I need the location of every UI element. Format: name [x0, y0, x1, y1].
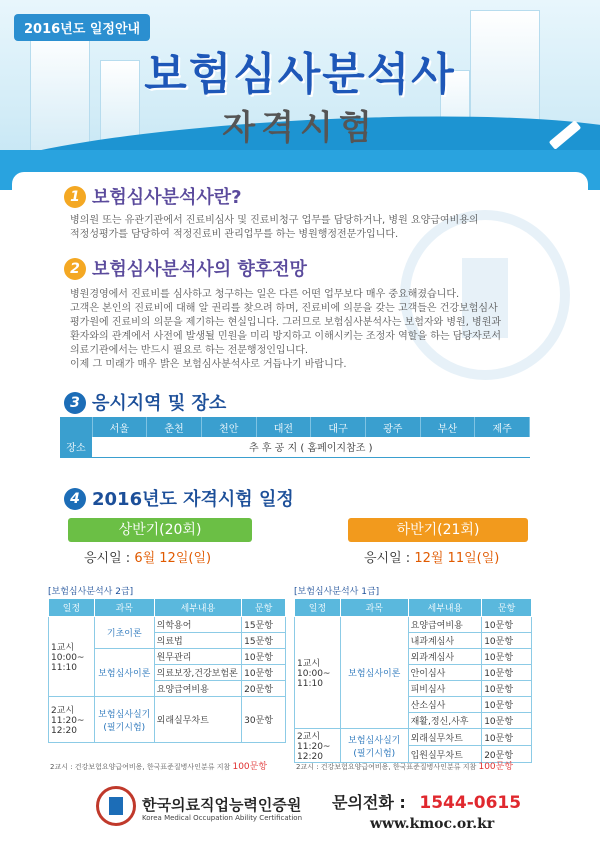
count-cell: 10문항	[482, 633, 532, 649]
main-title: 보험심사분석사	[144, 49, 456, 100]
detail-cell: 요양급여비용	[408, 617, 482, 633]
paragraph-line: 적정성평가를 담당하여 적정진료비 관리업무를 하는 병원행정전문가입니다.	[70, 229, 399, 240]
sub-title: 자격시험	[222, 108, 378, 148]
place-value: 추 후 공 지 ( 홈페이지참조 )	[92, 437, 530, 457]
city-cell: 부산	[420, 417, 475, 437]
detail-cell: 입원실무차트	[408, 746, 482, 763]
detail-cell: 재활,정신,사후	[408, 713, 482, 729]
detail-cell: 피비심사	[408, 681, 482, 697]
section-title: 2016년도 자격시험 일정	[92, 489, 294, 510]
col-header: 일정	[295, 599, 341, 617]
website-link[interactable]: www.kmoc.or.kr	[370, 816, 495, 832]
paragraph-line: 환자와의 관계에서 사전에 발생될 민원을 미리 방지하고 이해시키는 조정자 역할을 하는 담당자로서	[70, 331, 502, 342]
count-cell: 20문항	[242, 681, 286, 697]
paragraph-line: 고객은 본인의 진료비에 대해 알 권리를 찾으려 하며, 진료비에 의문을 갖는 고객들은 건강보험심사	[70, 303, 498, 314]
contact-label: 문의전화 :	[332, 793, 406, 812]
detail-cell: 안이심사	[408, 665, 482, 681]
count-cell: 10문항	[242, 665, 286, 681]
col-header: 과목	[94, 599, 154, 617]
detail-cell: 의학용어	[154, 617, 242, 633]
paragraph-line: 평가원에 진료비의 의문을 제기하는 현실입니다. 그러므로 보험심사분석사는 보험자와 병원, 병원과	[70, 317, 502, 328]
organization-name-english: Korea Medical Occupation Ability Certification	[142, 814, 303, 822]
grade2-caption: [보험심사분석사 2급]	[48, 587, 134, 597]
table-row	[49, 697, 286, 743]
organization-logo-icon	[96, 786, 136, 826]
paragraph-line: 병원경영에서 진료비를 심사하고 청구하는 일은 다른 어떤 업무보다 매우 중요해졌습니다.	[70, 289, 460, 300]
section-title: 보험심사분석사란?	[92, 187, 242, 208]
detail-cell: 요양급여비용	[154, 681, 242, 697]
subject-cell: 보험심사이론	[340, 617, 408, 729]
region-table	[60, 417, 530, 458]
detail-cell: 의료보장,건강보험론	[154, 665, 242, 681]
subject-cell: 보험심사실기 (필기시험)	[94, 697, 154, 743]
detail-cell: 외과계심사	[408, 649, 482, 665]
count-cell: 15문항	[242, 633, 286, 649]
region-corner	[60, 417, 92, 437]
place-label: 장소	[60, 437, 92, 457]
col-header: 과목	[340, 599, 408, 617]
organization-name: 한국의료직업능력인증원	[142, 796, 302, 814]
count-cell: 10문항	[482, 729, 532, 746]
total-count: 100문항	[232, 762, 268, 772]
table-header-row	[49, 599, 286, 617]
subject-cell: 기초이론	[94, 617, 154, 649]
session-cell: 2교시 11:20~ 12:20	[49, 697, 95, 743]
detail-cell: 산소심사	[408, 697, 482, 713]
table-row	[49, 617, 286, 633]
detail-cell: 의료법	[154, 633, 242, 649]
subject-cell: 보험심사이론	[94, 649, 154, 697]
contact-number[interactable]: 1544-0615	[419, 793, 522, 813]
col-header: 세부내용	[408, 599, 482, 617]
col-header: 일정	[49, 599, 95, 617]
session-cell: 1교시 10:00~ 11:10	[49, 617, 95, 697]
city-cell: 대전	[256, 417, 311, 437]
city-cell: 제주	[475, 417, 530, 437]
section-title: 응시지역 및 장소	[92, 393, 227, 414]
paragraph-line: 이제 그 미래가 매우 밝은 보험심사분석사로 거듭나기 바랍니다.	[70, 359, 347, 370]
grade1-schedule-table	[294, 598, 532, 763]
note-text: 2교시 : 건강보험요양급여비용, 한국표준질병사인분류 지참	[50, 763, 231, 771]
section-paragraph	[70, 288, 570, 372]
detail-cell: 외래실무차트	[408, 729, 482, 746]
count-cell: 15문항	[242, 617, 286, 633]
count-cell: 10문항	[482, 649, 532, 665]
exam-date-prefix: 응시일 :	[84, 551, 131, 566]
detail-cell: 원무관리	[154, 649, 242, 665]
section-number-badge: 1	[64, 186, 86, 208]
count-cell: 10문항	[482, 713, 532, 729]
exam-date-value: 12월 11일(일)	[414, 551, 500, 566]
city-cell: 서울	[92, 417, 147, 437]
grade1-caption: [보험심사분석사 1급]	[294, 587, 380, 597]
count-cell: 10문항	[482, 681, 532, 697]
city-cell: 춘천	[147, 417, 202, 437]
detail-cell: 외래실무차트	[154, 697, 242, 743]
contact-phone	[332, 790, 521, 813]
section-number-badge: 2	[64, 258, 86, 280]
first-half-badge: 상반기(20회)	[68, 518, 252, 542]
grade1-note	[296, 759, 513, 772]
city-cell: 광주	[365, 417, 420, 437]
section-number-badge: 3	[64, 392, 86, 414]
detail-cell: 내과계심사	[408, 633, 482, 649]
session-cell: 1교시 10:00~ 11:10	[295, 617, 341, 729]
count-cell: 30문항	[242, 697, 286, 743]
exam-date-value: 6월 12일(일)	[134, 551, 212, 566]
region-header-row	[60, 417, 530, 437]
count-cell: 10문항	[482, 665, 532, 681]
year-badge: 2016년도 일정안내	[14, 14, 150, 41]
header-banner	[0, 0, 600, 190]
paragraph-line: 병의원 또는 유관기관에서 진료비심사 및 진료비청구 업무를 담당하거나, 병원 요양급여비용의	[70, 215, 479, 226]
section-title: 보험심사분석사의 향후전망	[92, 259, 307, 280]
second-half-exam-date	[364, 547, 499, 566]
exam-date-prefix: 응시일 :	[364, 551, 411, 566]
col-header: 문항	[242, 599, 286, 617]
table-header-row	[295, 599, 532, 617]
col-header: 세부내용	[154, 599, 242, 617]
subject-cell: 보험심사실기 (필기시험)	[340, 729, 408, 763]
first-half-exam-date	[84, 547, 211, 566]
city-cell: 천안	[201, 417, 256, 437]
paragraph-line: 의료기관에서는 반드시 필요로 하는 전문행정인입니다.	[70, 345, 309, 356]
table-row	[295, 729, 532, 746]
region-place-row	[60, 437, 530, 457]
second-half-badge: 하반기(21회)	[348, 518, 528, 542]
count-cell: 20문항	[482, 746, 532, 763]
count-cell: 10문항	[482, 697, 532, 713]
city-cell: 대구	[311, 417, 366, 437]
note-text: 2교시 : 건강보험요양급여비용, 한국표준질병사인분류 지참	[296, 763, 477, 771]
section-number-badge: 4	[64, 488, 86, 510]
grade2-note	[50, 759, 267, 772]
session-cell: 2교시 11:20~ 12:20	[295, 729, 341, 763]
grade2-schedule-table	[48, 598, 286, 743]
count-cell: 10문항	[242, 649, 286, 665]
section-paragraph	[70, 214, 570, 242]
count-cell: 10문항	[482, 617, 532, 633]
table-row	[295, 617, 532, 633]
col-header: 문항	[482, 599, 532, 617]
total-count: 100문항	[478, 762, 514, 772]
